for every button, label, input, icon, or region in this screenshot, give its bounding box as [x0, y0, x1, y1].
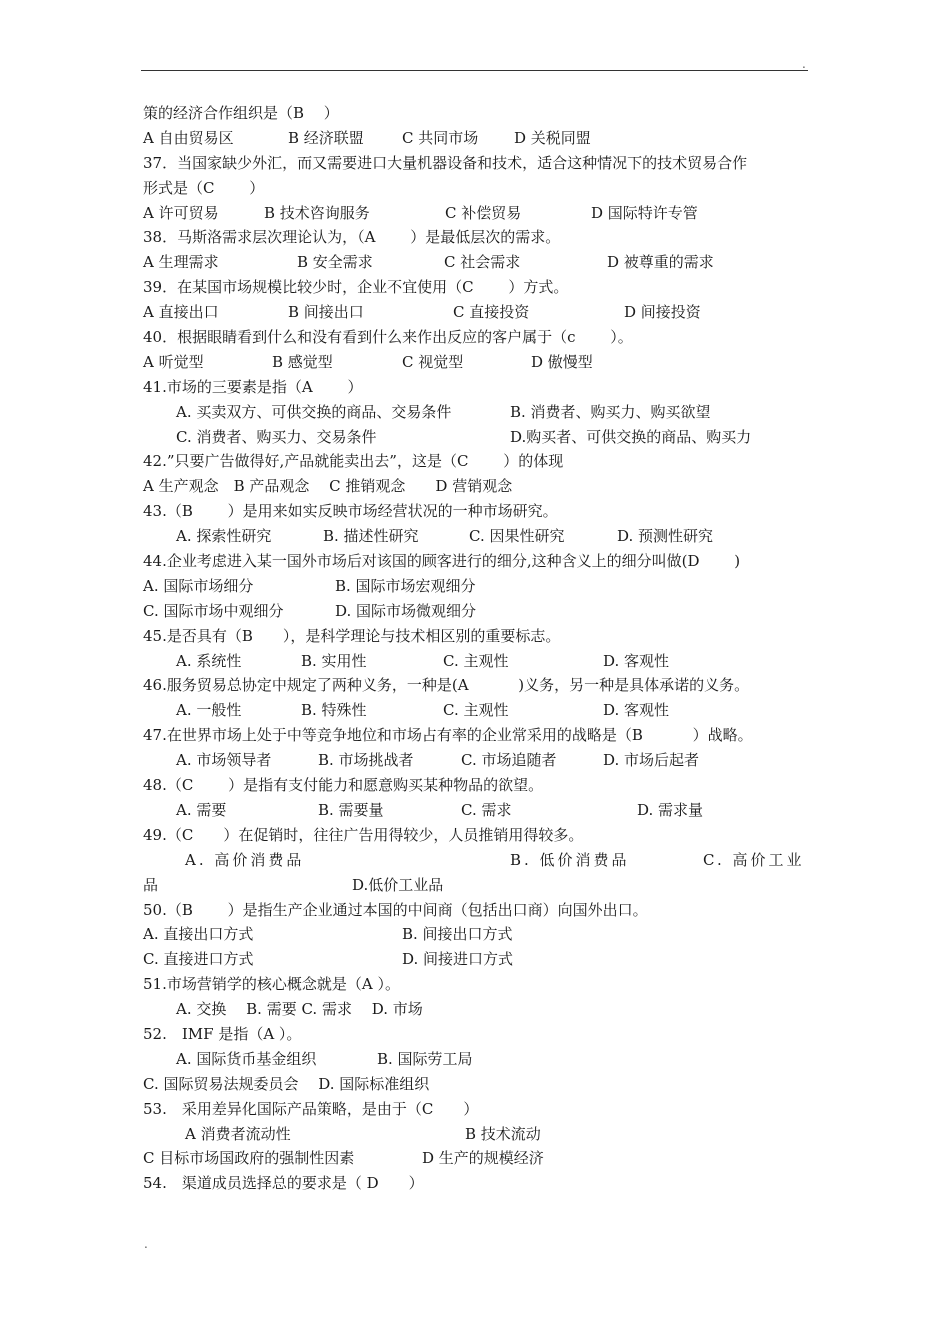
- option-d: D. 市场后起者: [603, 751, 700, 770]
- option-d: D.低价工业品: [352, 875, 444, 894]
- option-c: C 直接投资: [453, 303, 530, 322]
- question-39-stem: [143, 275, 815, 300]
- option-d: D 间接投资: [624, 303, 701, 322]
- option-c: C. 市场追随者: [461, 751, 557, 770]
- question-45-options: [143, 649, 815, 674]
- option-c: C. 消费者、购买力、交易条件: [176, 427, 377, 446]
- option-c: C 补偿贸易: [445, 203, 522, 222]
- question-46-stem: [143, 673, 815, 698]
- question-37-stem-cont: [143, 176, 815, 201]
- question-36-options: [143, 126, 815, 151]
- option-b: B. 消费者、购买力、购买欲望: [510, 402, 711, 421]
- option-b: B. 实用性: [301, 651, 367, 670]
- question-50-options-cd: [143, 947, 815, 972]
- text-segment: 45.是否具有（B ），是科学理论与技术相区别的重要标志。: [143, 626, 561, 645]
- question-49-stem: [143, 823, 815, 848]
- option-c-cont: 品: [143, 875, 159, 894]
- option-a: A. 直接出口方式: [143, 925, 254, 944]
- question-42-options: [143, 474, 815, 499]
- text-segment: 52. IMF 是指（A ）。: [143, 1024, 302, 1043]
- question-51-stem: [143, 972, 815, 997]
- option-a: A. 高价消费品: [185, 850, 305, 869]
- document-body: [143, 101, 815, 1196]
- option-a: A. 市场领导者: [176, 751, 272, 770]
- option-d: D. 需求量: [637, 800, 704, 819]
- question-45-stem: [143, 624, 815, 649]
- question-43-stem: [143, 499, 815, 524]
- option-c: C 视觉型: [402, 352, 464, 371]
- option-c: C. 高价工业: [703, 850, 805, 869]
- question-52-options-ab: [143, 1047, 815, 1072]
- footer-dot: .: [144, 1237, 148, 1251]
- option-d: D.购买者、可供交换的商品、购买力: [510, 427, 752, 446]
- question-53-options-cd: [143, 1146, 815, 1171]
- question-54-stem: [143, 1171, 815, 1196]
- option-c: C. 国际市场中观细分: [143, 601, 284, 620]
- question-44-options-cd: [143, 599, 815, 624]
- option-d: D. 客观性: [603, 701, 670, 720]
- option-b: B 技术流动: [465, 1124, 541, 1143]
- option-a: A 许可贸易: [143, 203, 219, 222]
- question-48-stem: [143, 773, 815, 798]
- text-segment: 50.（B ）是指生产企业通过本国的中间商（包括出口商）向国外出口。: [143, 900, 648, 919]
- option-a: A 消费者流动性: [185, 1124, 291, 1143]
- question-39-options: [143, 300, 815, 325]
- option-a: A 自由贸易区: [143, 128, 234, 147]
- option-b: B. 需要量: [318, 800, 384, 819]
- question-41-stem: [143, 375, 815, 400]
- option-b: B 间接出口: [288, 303, 364, 322]
- option-b: B. 国际劳工局: [377, 1049, 473, 1068]
- text-segment: 54. 渠道成员选择总的要求是（ D ）: [143, 1174, 424, 1193]
- option-c: C. 主观性: [443, 651, 509, 670]
- text-segment: C. 国际贸易法规委员会 D. 国际标准组织: [143, 1074, 430, 1093]
- question-40-options: [143, 350, 815, 375]
- option-c: C. 因果性研究: [469, 527, 565, 546]
- text-segment: 策的经济合作组织是（B ）: [143, 104, 339, 122]
- question-51-options: [143, 997, 815, 1022]
- question-42-stem: [143, 449, 815, 474]
- header-rule: [141, 70, 808, 71]
- option-a: A. 国际市场细分: [143, 576, 254, 595]
- option-d: D. 国际市场微观细分: [335, 601, 477, 620]
- text-segment: 42.”只要广告做得好,产品就能卖出去”，这是（C ）的体现: [143, 452, 564, 471]
- option-a: A 听觉型: [143, 352, 204, 371]
- question-47-options: [143, 748, 815, 773]
- text-segment: 43.（B ）是用来如实反映市场经营状况的一种市场研究。: [143, 502, 558, 521]
- option-b: B. 低价消费品: [510, 850, 630, 869]
- question-44-stem: [143, 549, 815, 574]
- option-c: C 目标市场国政府的强制性因素: [143, 1149, 355, 1168]
- option-c: C 共同市场: [402, 128, 479, 147]
- option-a: A. 买卖双方、可供交换的商品、交易条件: [176, 402, 452, 421]
- option-b: B 经济联盟: [288, 128, 364, 147]
- question-43-options: [143, 524, 815, 549]
- question-48-options: [143, 798, 815, 823]
- text-segment: 46.服务贸易总协定中规定了两种义务，一种是(A )义务，另一种是具体承诺的义务。: [143, 676, 750, 695]
- question-47-stem: [143, 723, 815, 748]
- text-segment: 49.（C ）在促销时，往往广告用得较少，人员推销用得较多。: [143, 825, 584, 844]
- text-segment: A 生产观念 B 产品观念 C 推销观念 D 营销观念: [143, 477, 513, 496]
- option-d: D. 间接进口方式: [402, 950, 514, 969]
- question-37-options: [143, 201, 815, 226]
- option-b: B. 国际市场宏观细分: [335, 576, 476, 595]
- question-38-stem: [143, 225, 815, 250]
- question-49-options-cont: [143, 873, 815, 898]
- option-b: B 感觉型: [272, 352, 333, 371]
- text-segment: 39．在某国市场规模比较少时，企业不宜使用（C ）方式。: [143, 278, 569, 297]
- option-a: A. 一般性: [176, 701, 242, 720]
- question-50-options-ab: [143, 922, 815, 947]
- text-segment: 41.市场的三要素是指（A ）: [143, 377, 363, 396]
- text-segment: 53. 采用差异化国际产品策略，是由于（C ）: [143, 1099, 479, 1118]
- text-segment: 48.（C ）是指有支付能力和愿意购买某种物品的欲望。: [143, 776, 544, 795]
- question-44-options-ab: [143, 574, 815, 599]
- option-d: D 生产的规模经济: [422, 1149, 544, 1168]
- option-d: D 关税同盟: [514, 128, 591, 147]
- question-52-options-cd: [143, 1072, 815, 1097]
- option-d: D 国际特许专管: [591, 203, 698, 222]
- option-c: C 社会需求: [444, 253, 521, 272]
- option-a: A. 国际货币基金组织: [176, 1049, 317, 1068]
- header-dot: .: [802, 57, 806, 71]
- option-a: A. 探索性研究: [176, 527, 272, 546]
- option-a: A 直接出口: [143, 303, 219, 322]
- question-41-options-cd: [143, 425, 815, 450]
- option-d: D 傲慢型: [531, 352, 593, 371]
- text-segment: 44.企业考虑进入某一国外市场后对该国的顾客进行的细分,这种含义上的细分叫做(D ): [143, 552, 741, 571]
- question-46-options: [143, 698, 815, 723]
- text-segment: 51.市场营销学的核心概念就是（A ）。: [143, 975, 400, 994]
- question-38-options: [143, 250, 815, 275]
- question-36-stem-cont: [143, 101, 815, 126]
- option-d: D. 预测性研究: [617, 527, 714, 546]
- option-c: C. 主观性: [443, 701, 509, 720]
- option-d: D 被尊重的需求: [607, 253, 714, 272]
- question-52-stem: [143, 1022, 815, 1047]
- text-segment: 47.在世界市场上处于中等竞争地位和市场占有率的企业常采用的战略是（B ）战略。: [143, 726, 753, 745]
- option-b: B. 描述性研究: [323, 527, 419, 546]
- option-d: D. 客观性: [603, 651, 670, 670]
- question-50-stem: [143, 898, 815, 923]
- option-c: C. 直接进口方式: [143, 950, 254, 969]
- option-b: B 技术咨询服务: [264, 203, 370, 222]
- question-53-options-ab: [143, 1122, 815, 1147]
- question-40-stem: [143, 325, 815, 350]
- question-53-stem: [143, 1097, 815, 1122]
- question-41-options-ab: [143, 400, 815, 425]
- text-segment: 37．当国家缺少外汇，而又需要进口大量机器设备和技术，适合这种情况下的技术贸易合作: [143, 153, 748, 172]
- text-segment: 形式是（C ）: [143, 178, 265, 197]
- option-b: B 安全需求: [297, 253, 373, 272]
- text-segment: 38．马斯洛需求层次理论认为，（A ）是最低层次的需求。: [143, 228, 561, 247]
- option-a: A 生理需求: [143, 253, 219, 272]
- option-b: B. 特殊性: [301, 701, 367, 720]
- option-a: A. 需要: [176, 800, 227, 819]
- text-segment: A. 交换 B. 需要 C. 需求 D. 市场: [176, 1000, 423, 1019]
- option-a: A. 系统性: [176, 651, 242, 670]
- option-b: B. 市场挑战者: [318, 751, 414, 770]
- question-37-stem: [143, 151, 815, 176]
- text-segment: 40．根据眼睛看到什么和没有看到什么来作出反应的客户属于（c ）。: [143, 328, 633, 347]
- option-c: C. 需求: [461, 800, 512, 819]
- option-b: B. 间接出口方式: [402, 925, 513, 944]
- question-49-options: [143, 848, 815, 873]
